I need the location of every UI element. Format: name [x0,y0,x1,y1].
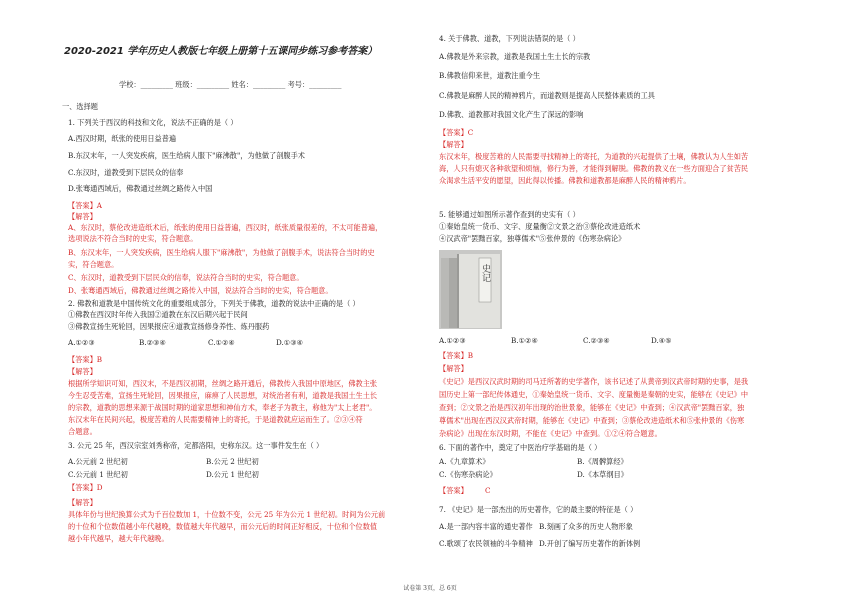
q5-analysis-label: 【解答】 [439,364,468,373]
q5-option-d: D.④⑤ [651,336,672,345]
q2-option-d: D.①③④ [276,338,304,347]
shiji-book-image [439,250,502,329]
q5-item: ①秦始皇统一货币、文字、度量衡②文景之治③蔡伦改进造纸术 [439,222,641,231]
q6-stem: 6. 下面的著作中，奠定了中医治疗学基础的是（ ） [439,443,602,452]
q1-option-c: C.东汉时，道教受到下层民众的信奉 [68,168,184,177]
q6-answer-value: C [485,486,491,495]
student-info-line: 学校：_________ 班级：_________ 姓名：_________ 考号：_________ [119,80,342,89]
q1-analysis-line: 选项说法不符合当时的史实，符合题意。 [68,234,198,243]
q1-analysis-line: D、张骞通西域后，佛教通过丝绸之路传入中国，说法符合当时的史实，符合题意。 [68,286,333,295]
q2-option-a: A.①②③ [68,338,95,347]
q3-analysis-line: 越小年代越早，越大年代越晚。 [68,534,169,543]
q4-option-a: A.佛教是外来宗教，道教是我国土生土长的宗教 [439,52,591,61]
q3-analysis-line: 的十位和个位数值越小年代越晚，数值越大年代越早，而公元后的时间正好相反，十位和个位数值 [68,522,378,531]
q2-analysis-line: 根据所学知识可知，西汉末，不是西汉初期，丝绸之路开通后，佛教传入我国中原地区，佛教主张 [68,379,378,388]
q4-analysis-label: 【解答】 [439,140,468,149]
q3-option-b: B.公元 2 世纪初 [206,457,259,466]
q5-option-b: B.①②④ [511,336,538,345]
q1-option-d: D.张骞通西域后，佛教通过丝绸之路传入中国 [68,184,213,193]
q2-analysis-label: 【解答】 [68,367,97,376]
q3-option-a: A.公元前 2 世纪初 [68,457,128,466]
q6-option-d: D.《本草纲目》 [577,470,628,479]
q7-stem: 7. 《史记》是一部杰出的历史著作，它的最主要的特征是（ ） [439,505,638,514]
q6-option-a: A.《九章算术》 [439,457,490,466]
q6-answer-label: 【答案】 [439,486,468,495]
q1-analysis-line: A、东汉时，蔡伦改进造纸术后，纸张的使用日益普遍，西汉时，纸张质量很差的，不太可能普遍， [68,223,383,232]
q3-analysis-line: 具体年份与世纪换算公式为千百位数加 1，十位数不变，公元 25 年为公元 1 世纪初。时间为公元前 [68,510,386,519]
q5-analysis-line: 杂病论》出现在东汉时期，不能在《史记》中查到。①②④符合题意。 [439,429,662,438]
shiji-book-image-art [439,250,502,329]
q6-option-c: C.《伤寒杂病论》 [439,470,497,479]
q4-option-b: B.佛教信仰来世，道教注重今生 [439,71,541,80]
q5-answer: 【答案】B [439,351,474,360]
q7-option-c: C.歌颂了农民领袖的斗争精神 [439,539,533,548]
q3-option-c: C.公元前 1 世纪初 [68,470,128,479]
q2-analysis-line: 合题意。 [68,427,97,436]
q4-analysis-line: 东汉末年，极度苦难的人民需要寻找精神上的寄托，为道教的兴起提供了土壤，佛教认为人生如苦 [439,152,749,161]
q1-option-a: A.西汉时期，纸张的使用日益普遍 [68,134,177,143]
q3-option-d: D.公元 1 世纪初 [206,470,259,479]
q5-stem: 5. 能够通过如图所示著作查到的史实有（ ） [439,210,580,219]
q6-option-b: B.《周髀算经》 [577,457,628,466]
q3-analysis-label: 【解答】 [68,498,97,507]
q1-analysis-line: C、东汉时，道教受到下层民众的信奉，说法符合当时的史实，符合题意。 [68,273,304,282]
q2-analysis-line: 东汉末年在民间兴起，极度苦难的人民需要精神上的寄托，于是道教就应运而生了。②③④符 [68,415,363,424]
q1-analysis-line: 实，符合题意。 [68,260,119,269]
q2-option-b: B.②③④ [139,338,166,347]
q1-analysis-label: 【解答】 [68,212,97,221]
q2-option-c: C.①②④ [208,338,235,347]
q4-answer: 【答案】C [439,128,474,137]
q5-analysis-line: 查到；②文景之治是西汉初年出现的治世景象，能够在《史记》中查到；④汉武帝"罢黜百家，独 [439,403,745,412]
q1-analysis-line: B、东汉末年，一人突发疾病，医生给病人服下"麻沸散"，为他做了剖腹手术，说法符合当时的史 [68,248,375,257]
q2-analysis-line: 今生忍受苦难，宣扬生死轮回，因果报应，麻痹了人民思想，对统治者有利，道教是我国土生土长 [68,391,378,400]
q5-option-c: C.②③④ [583,336,610,345]
q2-item: ③佛教宣扬生死轮回，因果报应④道教宣扬修身养性、炼丹服药 [68,322,270,331]
q7-option-d: D.开创了编写历史著作的新体例 [539,539,641,548]
q5-analysis-line: 《史记》是西汉汉武时期的司马迁所著的史学著作，该书记述了从黄帝到汉武帝时期的史事，是我 [439,377,749,386]
page-title: 2020-2021 学年历史人教版七年级上册第十五课同步练习参考答案） [64,46,378,57]
section-heading: 一、选择题 [62,102,98,111]
q5-analysis-line: 国历史上第一部纪传体通史，①秦始皇统一货币、文字、度量衡是秦朝的史实，能够在《史记》中 [439,390,749,399]
page-footer: 试卷第 3页，总 6页 [403,585,457,592]
q2-analysis-line: 的宗教，道教的思想来源于战国时期的道家思想和神仙方术，奉老子为教主，称他为"太上老君"。 [68,403,377,412]
q3-stem: 3. 公元 25 年，西汉宗室刘秀称帝，定都洛阳，史称东汉。这一事件发生在（ ） [68,441,324,450]
q4-stem: 4. 关于佛教、道教，下列说法错误的是（ ） [439,34,580,43]
q2-stem: 2. 佛教和道教是中国传统文化的重要组成部分，下列关于佛教，道教的说法中正确的是（ ） [68,299,360,308]
q5-item: ④汉武帝"罢黜百家，独尊儒术"⑤张仲景的《伤寒杂病论》 [439,234,626,243]
q5-analysis-line: 尊儒术"出现在西汉汉武帝时期，能够在《史记》中查到；③蔡伦改进造纸术和⑤张仲景的《伤寒 [439,416,745,425]
q4-analysis-line: 众渴求生活平安的愿望，因此得以传播。佛教和道教都是麻醉人民的精神鸦片。 [439,176,691,185]
q3-answer: 【答案】D [68,483,103,492]
q2-item: ①佛教在西汉时年传入我国②道教在东汉后期兴起于民间 [68,310,248,319]
q2-answer: 【答案】B [68,355,103,364]
q1-option-b: B.东汉末年，一人突发疾病，医生给病人服下"麻沸散"，为他做了剖腹手术 [68,151,305,160]
q7-option-a: A.是一部内容丰富的通史著作 [439,522,533,531]
shiji-book-title: 史记 [480,264,490,282]
q1-stem: 1. 下列关于西汉的科技和文化，说法不正确的是（ ） [68,118,238,127]
q4-option-c: C.佛教是麻醉人民的精神鸦片，而道教则是提高人民整体素质的工具 [439,91,655,100]
q7-option-b: B.刻画了众多的历史人物形象 [539,522,633,531]
q4-analysis-line: 海，人只有熄灭各种欲望和烦恼，修行为善，才能得到解脱。佛教的教义在一些方面迎合了贫苦民 [439,164,749,173]
q4-option-d: D.佛教、道教都对我国文化产生了深远的影响 [439,110,584,119]
q1-answer: 【答案】A [68,201,102,210]
q5-option-a: A.①②③ [439,336,466,345]
